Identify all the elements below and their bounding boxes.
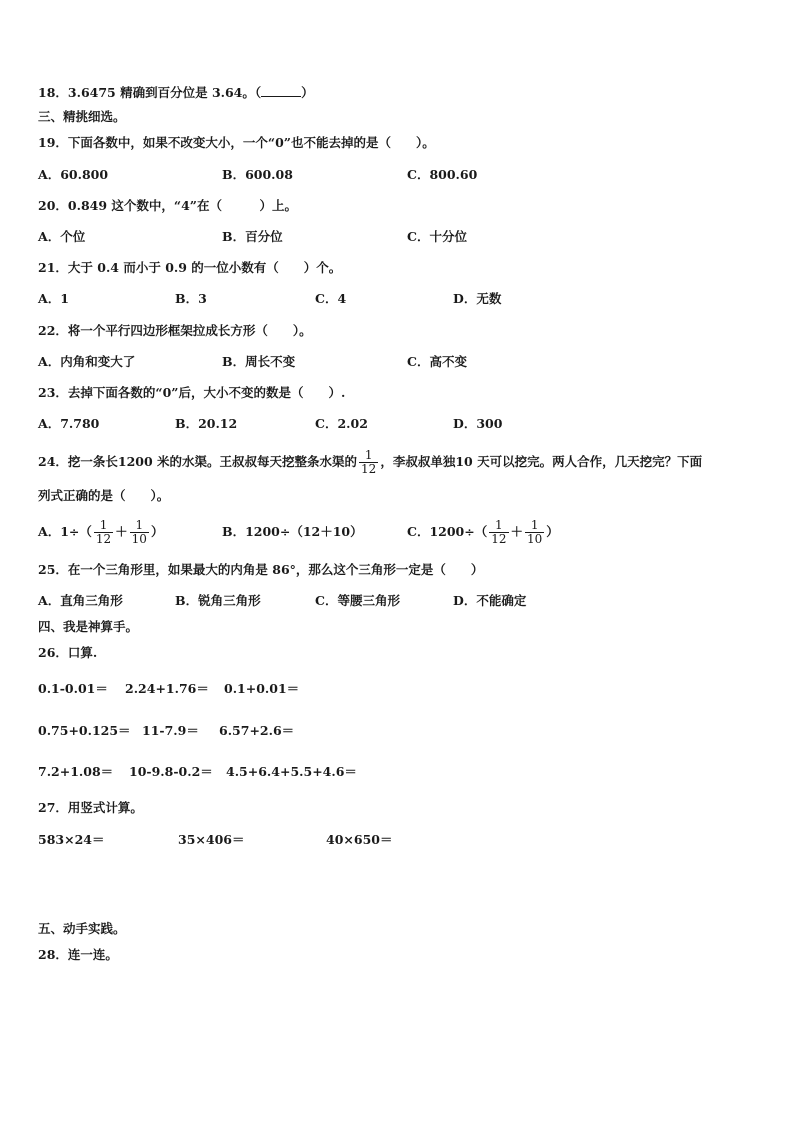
q24-option-a-fraction-2: [130, 519, 149, 546]
fraction-numerator: 1: [135, 518, 144, 532]
q21-option-c[interactable]: C．4: [315, 291, 347, 306]
q23-option-a[interactable]: A．7.780: [38, 416, 100, 431]
q24-fraction: [359, 449, 378, 476]
question-19-stem: 19．下面各数中，如果不改变大小，一个“0”也不能去掉的是（ ）。: [38, 135, 435, 150]
q24-option-c-fraction-2: [525, 519, 544, 546]
q24-option-a-suffix: ）: [150, 524, 164, 539]
q23-option-d[interactable]: D．300: [453, 416, 503, 431]
q22-option-b[interactable]: B．周长不变: [222, 354, 296, 369]
q24-option-a[interactable]: [38, 515, 163, 549]
q24-option-c[interactable]: [407, 515, 559, 549]
question-26-stem: 26．口算.: [38, 645, 98, 660]
vertical-calc-item[interactable]: 40×650＝: [326, 832, 393, 847]
q24-option-a-prefix: A．1÷（: [38, 524, 92, 539]
calc-item[interactable]: 0.1+0.01＝: [224, 681, 300, 696]
vertical-calc-item[interactable]: 35×406＝: [178, 832, 245, 847]
section-4-heading: 四、我是神算手。: [38, 619, 139, 634]
q24-stem-part2: ，李叔叔单独10 天可以挖完。两人合作，几天挖完？下面: [380, 454, 703, 469]
q22-option-c[interactable]: C．高不变: [407, 354, 467, 369]
calc-item[interactable]: 4.5+6.4+5.5+4.6＝: [226, 764, 357, 779]
question-23-stem: 23．去掉下面各数的“0”后，大小不变的数是（ ）.: [38, 385, 346, 400]
q19-option-c[interactable]: C．800.60: [407, 167, 478, 182]
q24-option-a-fraction-1: [94, 519, 113, 546]
q25-option-c[interactable]: C．等腰三角形: [315, 593, 400, 608]
calc-item[interactable]: 6.57+2.6＝: [219, 723, 295, 738]
fraction-denominator: 12: [491, 532, 507, 546]
q25-option-d[interactable]: D．不能确定: [453, 593, 527, 608]
calc-item[interactable]: 11-7.9＝: [142, 723, 199, 738]
answer-blank[interactable]: [261, 84, 301, 97]
q22-option-a[interactable]: A．内角和变大了: [38, 354, 136, 369]
calc-item[interactable]: 2.24+1.76＝: [125, 681, 209, 696]
q24-option-c-fraction-1: [489, 519, 508, 546]
fraction-numerator: 1: [530, 518, 539, 532]
question-18-close: ）: [301, 85, 314, 100]
calc-item[interactable]: 10-9.8-0.2＝: [129, 764, 213, 779]
question-24-stem-line1: [38, 445, 702, 479]
section-5-heading: 五、动手实践。: [38, 921, 126, 936]
fraction-denominator: 10: [131, 532, 147, 546]
q25-option-b[interactable]: B．锐角三角形: [175, 593, 261, 608]
plus-sign: ＋: [510, 524, 524, 539]
question-18: [38, 84, 314, 101]
q21-option-d[interactable]: D．无数: [453, 291, 502, 306]
q24-option-b[interactable]: B．1200÷（12＋10）: [222, 524, 363, 539]
calc-item[interactable]: 7.2+1.08＝: [38, 764, 114, 779]
q24-option-c-prefix: C．1200÷（: [407, 524, 488, 539]
section-3-heading: 三、精挑细选。: [38, 109, 126, 124]
fraction-denominator: 12: [361, 462, 377, 476]
question-27-stem: 27．用竖式计算。: [38, 800, 143, 815]
q19-option-a[interactable]: A．60.800: [38, 167, 109, 182]
q20-option-a[interactable]: A．个位: [38, 229, 86, 244]
fraction-denominator: 12: [95, 532, 112, 546]
fraction-numerator: 1: [99, 518, 108, 532]
question-22-stem: 22．将一个平行四边形框架拉成长方形（ ）。: [38, 323, 312, 338]
q20-option-b[interactable]: B．百分位: [222, 229, 283, 244]
question-24-stem-line2: 列式正确的是（ ）。: [38, 488, 170, 503]
fraction-numerator: 1: [364, 448, 373, 462]
fraction-denominator: 10: [527, 532, 543, 546]
question-28-stem: 28．连一连。: [38, 947, 118, 962]
question-20-stem: 20．0.849 这个数中，“4”在（ ）上。: [38, 198, 297, 213]
question-21-stem: 21．大于 0.4 而小于 0.9 的一位小数有（ ）个。: [38, 260, 342, 275]
q23-option-b[interactable]: B．20.12: [175, 416, 238, 431]
q20-option-c[interactable]: C．十分位: [407, 229, 467, 244]
plus-sign: ＋: [115, 524, 128, 539]
calc-item[interactable]: 0.75+0.125＝: [38, 723, 131, 738]
question-25-stem: 25．在一个三角形里，如果最大的内角是 86°，那么这个三角形一定是（ ）: [38, 562, 484, 577]
q21-option-b[interactable]: B．3: [175, 291, 207, 306]
q23-option-c[interactable]: C．2.02: [315, 416, 368, 431]
vertical-calc-item[interactable]: 583×24＝: [38, 832, 105, 847]
q24-stem-part1: 24．挖一条长1200 米的水渠。王叔叔每天挖整条水渠的: [38, 454, 358, 469]
q21-option-a[interactable]: A．1: [38, 291, 69, 306]
question-18-text: 18．3.6475 精确到百分位是 3.64。（: [38, 85, 262, 100]
q19-option-b[interactable]: B．600.08: [222, 167, 293, 182]
q25-option-a[interactable]: A．直角三角形: [38, 593, 123, 608]
calc-item[interactable]: 0.1-0.01＝: [38, 681, 108, 696]
fraction-numerator: 1: [495, 518, 503, 532]
q24-option-c-suffix: ）: [546, 524, 559, 539]
